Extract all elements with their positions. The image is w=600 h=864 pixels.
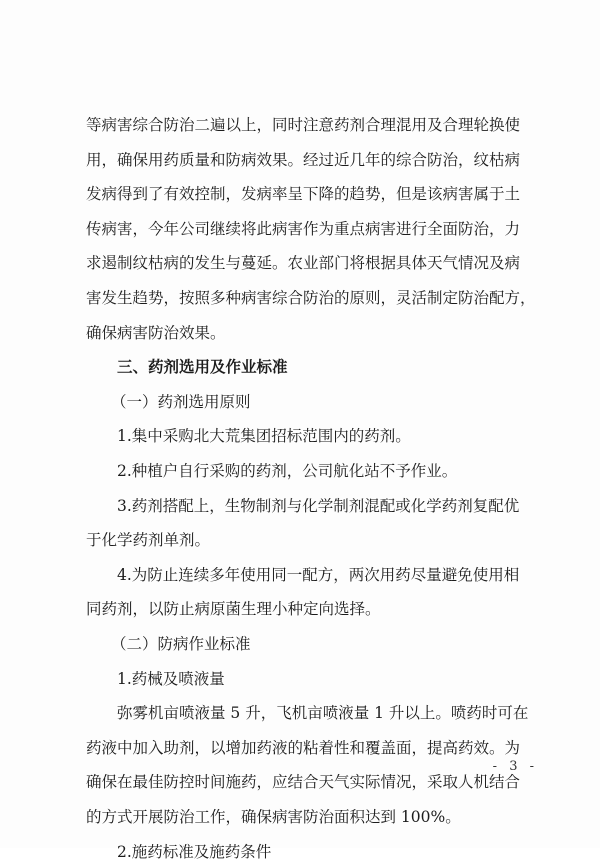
body-paragraph-line: 害发生趋势，按照多种病害综合防治的原则，灵活制定防治配方， bbox=[86, 289, 536, 307]
item-heading: 1.药械及喷液量 bbox=[117, 669, 225, 688]
body-paragraph-line: 药液中加入助剂，以增加药液的粘着性和覆盖面，提高药效。为 bbox=[86, 738, 521, 757]
body-paragraph-line: 确保病害防治效果。 bbox=[86, 323, 226, 342]
body-paragraph-line: 求遏制纹枯病的发生与蔓延。农业部门将根据具体天气情况及病 bbox=[86, 254, 521, 273]
principle-item: 1.集中采购北大荒集团招标范围内的药剂。 bbox=[117, 427, 411, 446]
principle-item: 2.种植户自行采购的药剂，公司航化站不予作业。 bbox=[117, 462, 458, 480]
principle-item-continuation: 同药剂，以防止病原菌生理小种定向选择。 bbox=[86, 600, 381, 619]
body-paragraph-line: 确保在最佳防控时间施药，应结合天气实际情况，采取人机结合 bbox=[86, 773, 521, 792]
body-paragraph-line: 用，确保用药质量和防病效果。经过近几年的综合防治，纹枯病 bbox=[86, 150, 521, 169]
body-paragraph-line: 发病得到了有效控制，发病率呈下降的趋势，但是该病害属于土 bbox=[86, 185, 521, 204]
body-paragraph-line: 的方式开展防治工作，确保病害防治面积达到 100%。 bbox=[86, 808, 461, 826]
item-heading: 2.施药标准及施药条件 bbox=[117, 842, 272, 861]
principle-item: 3.药剂搭配上，生物制剂与化学制剂混配或化学药剂复配优 bbox=[117, 496, 520, 515]
section-heading: 三、药剂选用及作业标准 bbox=[117, 358, 288, 377]
body-paragraph-line: 弥雾机亩喷液量 5 升，飞机亩喷液量 1 升以上。喷药时可在 bbox=[117, 704, 529, 723]
body-paragraph-line: 等病害综合防治二遍以上，同时注意药剂合理混用及合理轮换使 bbox=[86, 116, 521, 134]
principle-item-continuation: 于化学药剂单剂。 bbox=[86, 531, 211, 550]
page-number: - 3 - bbox=[492, 759, 538, 774]
subsection-heading: （一）药剂选用原则 bbox=[111, 392, 251, 411]
subsection-heading: （二）防病作业标准 bbox=[111, 635, 251, 653]
body-paragraph-line: 传病害，今年公司继续将此病害作为重点病害进行全面防治，力 bbox=[86, 219, 521, 238]
principle-item: 4.为防止连续多年使用同一配方，两次用药尽量避免使用相 bbox=[117, 565, 520, 584]
